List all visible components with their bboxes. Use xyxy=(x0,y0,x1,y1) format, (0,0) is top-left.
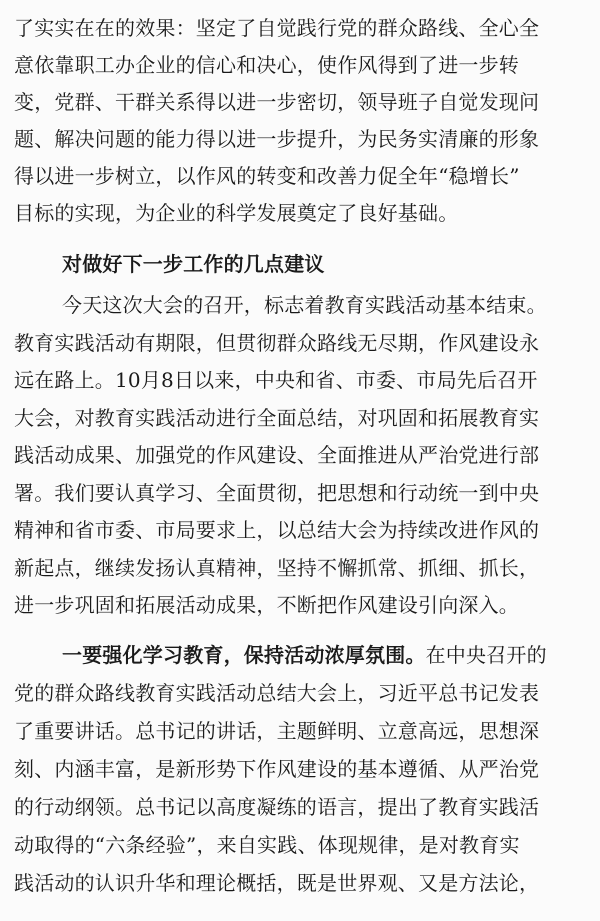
paragraph-3-first-line-rest: 在中央召开的 xyxy=(425,643,547,667)
paragraph-1-line-2: 意依靠职工办企业的信心和决心，使作风得到了进一步转 xyxy=(14,53,519,77)
paragraph-3-line-7: 践活动的认识升华和理论概括，既是世界观、又是方法论， xyxy=(14,871,540,895)
paragraph-3-lead: 一要强化学习教育，保持活动浓厚氛围。 xyxy=(62,643,426,667)
paragraph-3-line-1 xyxy=(62,637,588,673)
paragraph-2-line-2: 教育实践活动有期限，但贯彻群众路线无尽期，作风建设永 xyxy=(14,331,540,355)
paragraph-1-line-6: 目标的实现，为企业的科学发展奠定了良好基础。 xyxy=(14,201,459,225)
paragraph-3-line-5: 的行动纲领。总书记以高度凝练的语言，提出了教育实践活 xyxy=(14,795,540,819)
paragraph-2-line-1: 今天这次大会的召开，标志着教育实践活动基本结束。 xyxy=(62,293,547,317)
paragraph-1-line-1: 了实实在在的效果：坚定了自觉践行党的群众路线、全心全 xyxy=(14,16,540,40)
paragraph-2-line-6: 署。我们要认真学习、全面贯彻，把思想和行动统一到中央 xyxy=(14,481,540,505)
paragraph-2-line-9: 进一步巩固和拓展活动成果，不断把作风建设引向深入。 xyxy=(14,593,519,617)
paragraph-2-line-3: 远在路上。10月8日以来，中央和省、市委、市局先后召开 xyxy=(14,368,538,392)
paragraph-2-line-5: 践活动成果、加强党的作风建设、全面推进从严治党进行部 xyxy=(14,443,540,467)
paragraph-2-line-8: 新起点，继续发扬认真精神，坚持不懈抓常、抓细、抓长， xyxy=(14,556,540,580)
paragraph-3-line-4: 刻、内涵丰富，是新形势下作风建设的基本遵循、从严治党 xyxy=(14,757,540,781)
paragraph-1-line-3: 变，党群、干群关系得以进一步密切，领导班子自觉发现问 xyxy=(14,90,540,114)
paragraph-2-line-7: 精神和省市委、市局要求上，以总结大会为持续改进作风的 xyxy=(14,518,540,542)
section-heading: 对做好下一步工作的几点建议 xyxy=(62,252,325,276)
paragraph-3-line-2: 党的群众路线教育实践活动总结大会上，习近平总书记发表 xyxy=(14,681,540,705)
paragraph-1-line-5: 得以进一步树立，以作风的转变和改善力促全年“稳增长” xyxy=(14,164,520,188)
paragraph-2-line-4: 大会，对教育实践活动进行全面总结，对巩固和拓展教育实 xyxy=(14,406,540,430)
paragraph-1-line-4: 题、解决问题的能力得以进一步提升，为民务实清廉的形象 xyxy=(14,127,540,151)
paragraph-3-line-6: 动取得的“六条经验”，来自实践、体现规律，是对教育实 xyxy=(14,833,520,857)
paragraph-3-line-3: 了重要讲话。总书记的讲话，主题鲜明、立意高远，思想深 xyxy=(14,719,540,743)
